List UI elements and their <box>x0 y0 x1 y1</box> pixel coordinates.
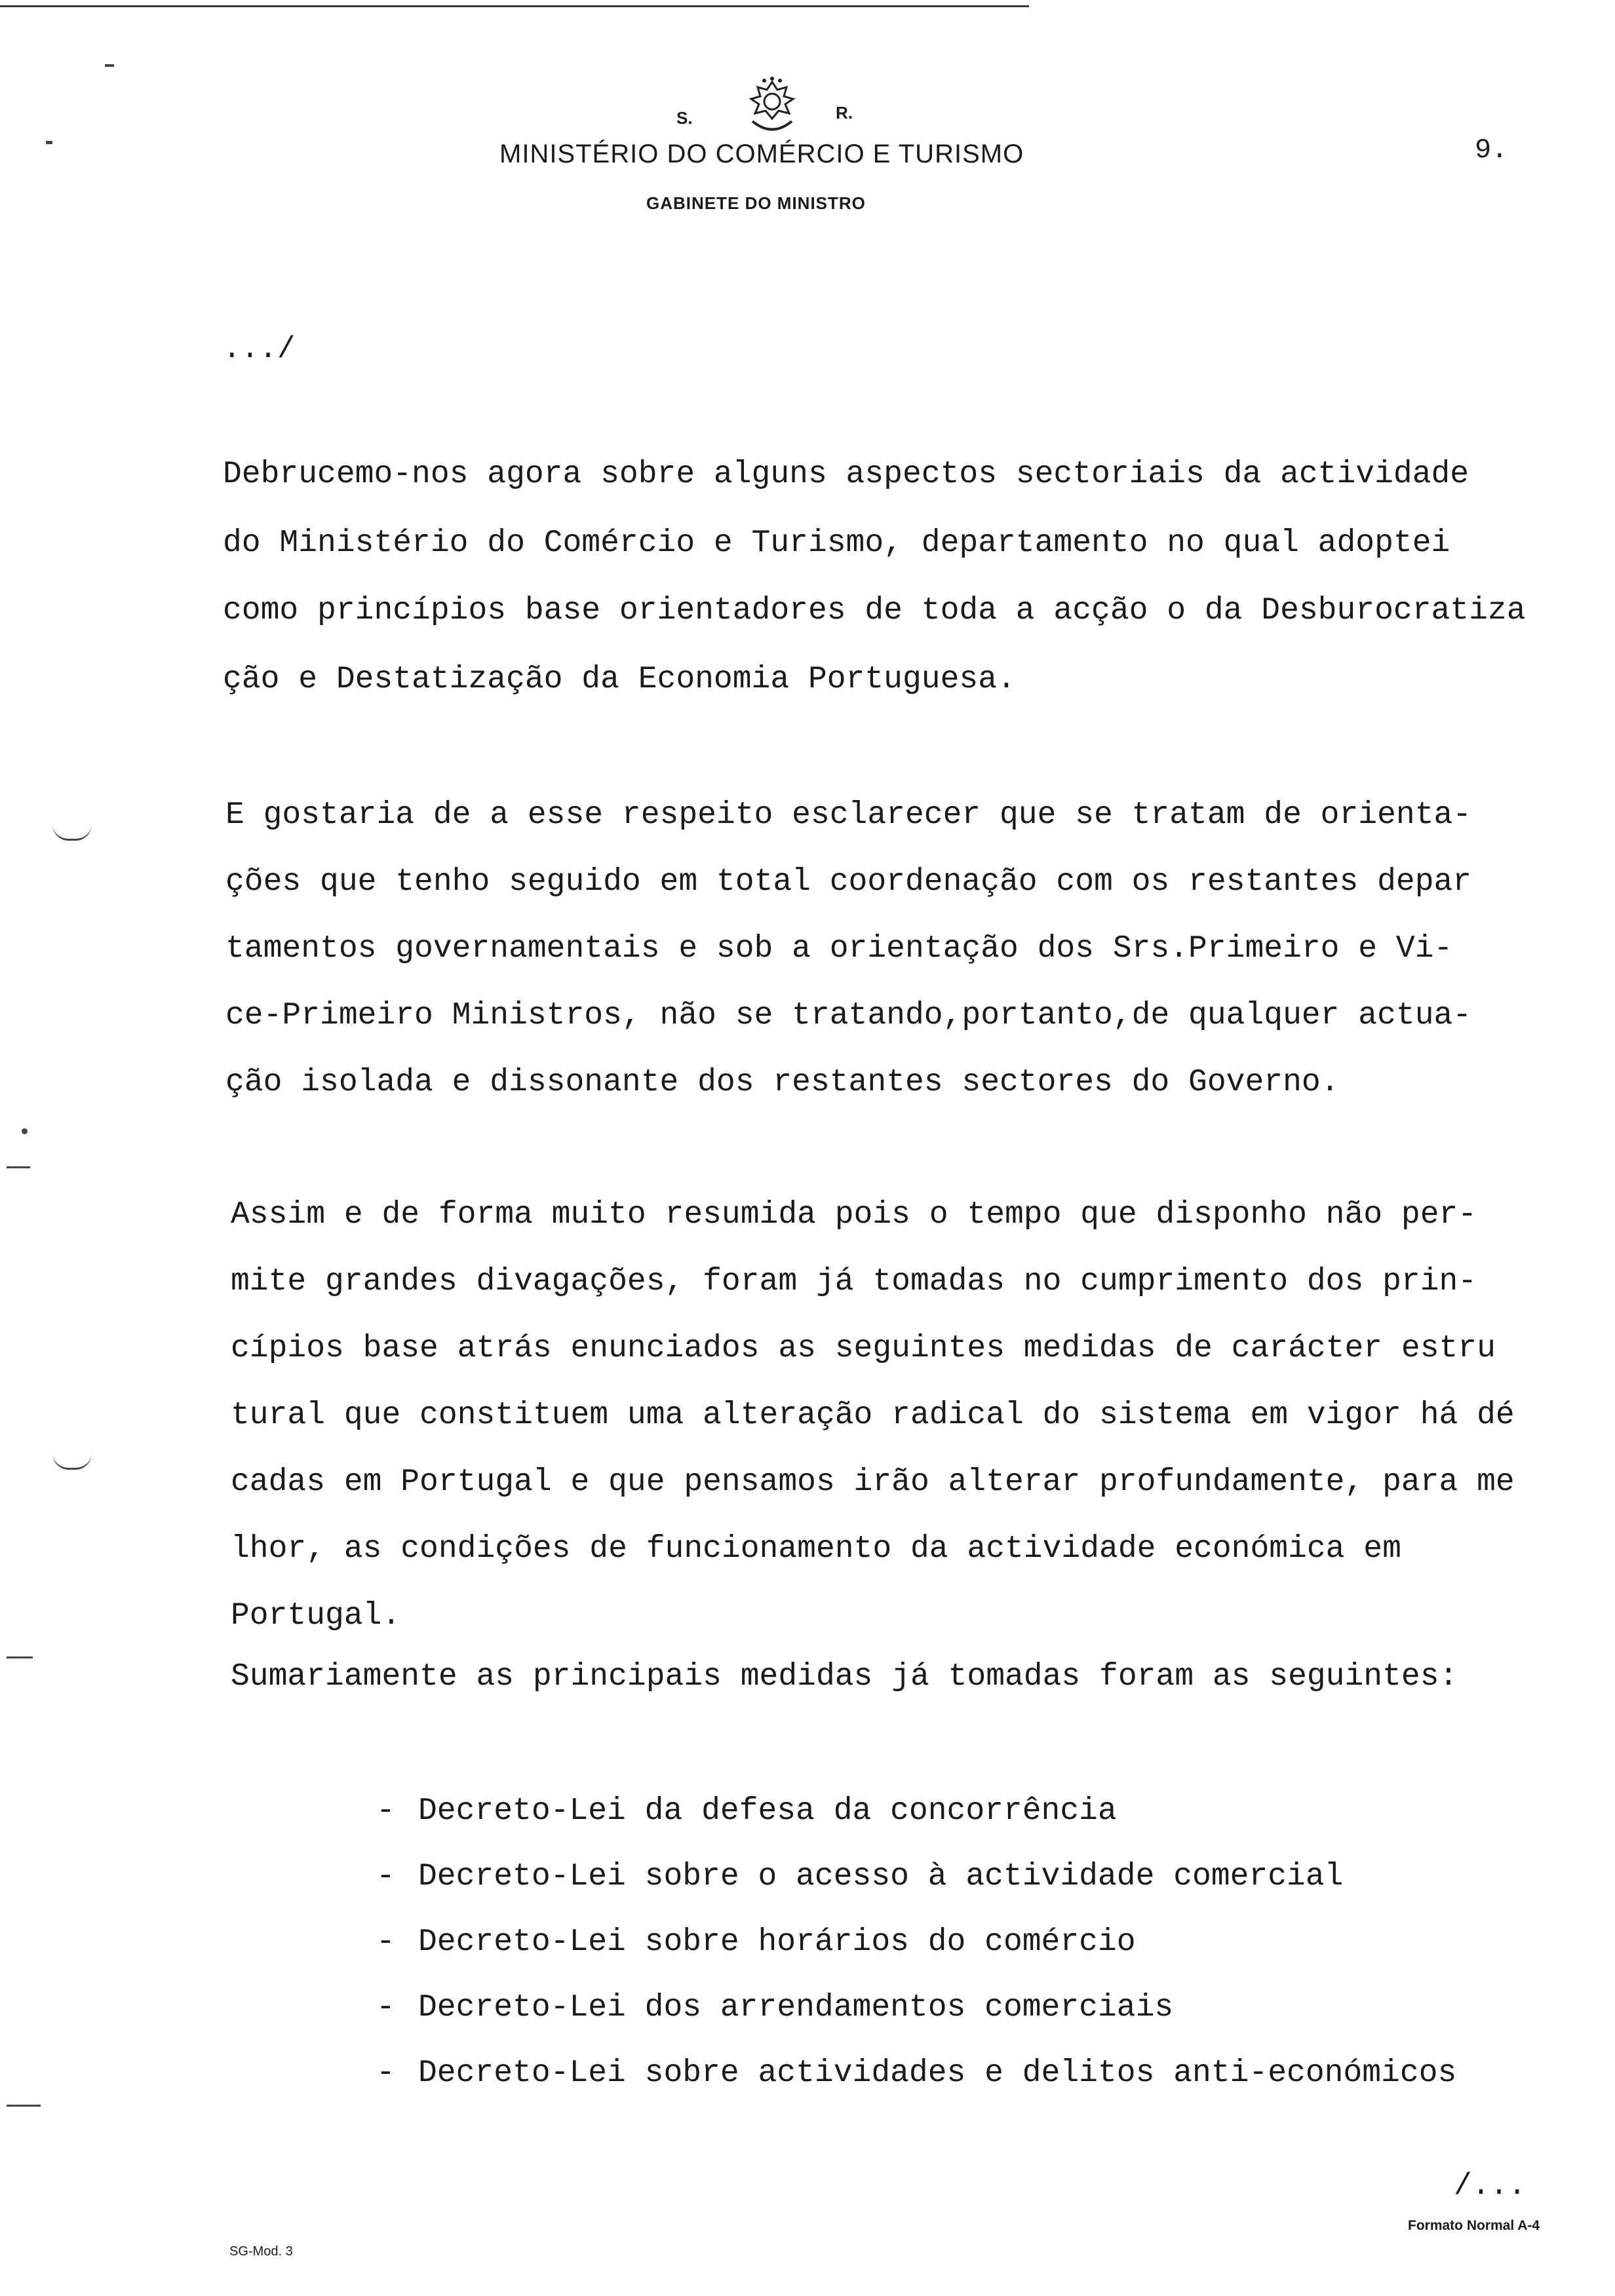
crest-left-letter: S. <box>676 108 693 128</box>
list-dash: - <box>376 1793 395 1829</box>
list-item <box>376 1795 1117 1827</box>
text-line: ções que tenho seguido em total coordenação com os restantes depar <box>225 864 1472 900</box>
text-line: mite grandes divagações, foram já tomadas no cumprimento dos prin- <box>231 1264 1477 1299</box>
margin-mark <box>22 1128 28 1134</box>
next-page-mark: /... <box>1454 2169 1527 2203</box>
margin-mark <box>52 824 92 841</box>
text-line: lhor, as condições de funcionamento da actividade económica em <box>231 1531 1401 1567</box>
text-line: Debrucemo-nos agora sobre alguns aspectos sectoriais da actividade <box>223 457 1469 492</box>
text-line: E gostaria de a esse respeito esclarecer que se tratam de orienta- <box>225 797 1472 833</box>
margin-mark <box>7 2105 41 2107</box>
crest-right-letter: R. <box>836 103 853 123</box>
crest-row <box>669 75 878 147</box>
list-item-text: Decreto-Lei dos arrendamentos comerciais <box>418 1990 1174 2025</box>
margin-mark <box>7 1656 33 1658</box>
text-line: Assim e de forma muito resumida pois o tempo que disponho não per- <box>231 1197 1477 1233</box>
text-line: ção e Destatização da Economia Portuguesa. <box>223 662 1016 697</box>
ministry-name: MINISTÉRIO DO COMÉRCIO E TURISMO <box>499 140 1024 168</box>
list-item <box>376 1861 1343 1892</box>
list-item <box>376 1926 1136 1958</box>
text-line: do Ministério do Comércio e Turismo, departamento no qual adoptei <box>223 526 1450 561</box>
page-number: 9. <box>1475 134 1508 166</box>
text-line: cadas em Portugal e que pensamos irão alterar profundamente, para me <box>231 1464 1515 1500</box>
coat-of-arms-icon <box>726 75 818 141</box>
continuation-mark: .../ <box>223 332 296 366</box>
text-line: cípios base atrás enunciados as seguintes medidas de carácter estru <box>231 1331 1496 1366</box>
text-line: Sumariamente as principais medidas já tomadas foram as seguintes: <box>231 1659 1458 1694</box>
text-line: tural que constituem uma alteração radical do sistema em vigor há dé <box>231 1398 1515 1433</box>
list-item-text: Decreto-Lei sobre o acesso à actividade comercial <box>418 1859 1344 1894</box>
list-item <box>376 2057 1456 2089</box>
list-item <box>376 1992 1173 2023</box>
photocopy-edge-line <box>0 5 1029 7</box>
margin-mark <box>52 1453 92 1470</box>
text-line: ção isolada e dissonante dos restantes sectores do Governo. <box>225 1065 1340 1100</box>
text-line: tamentos governamentais e sob a orientação dos Srs.Primeiro e Vi- <box>225 931 1453 966</box>
cabinet-name: GABINETE DO MINISTRO <box>646 193 866 213</box>
margin-mark <box>7 1166 30 1168</box>
list-dash: - <box>376 1924 395 1960</box>
list-dash: - <box>376 1990 395 2025</box>
form-code: SG-Mod. 3 <box>229 2244 293 2259</box>
list-item-text: Decreto-Lei sobre actividades e delitos anti-económicos <box>418 2056 1457 2091</box>
text-line: Portugal. <box>231 1598 401 1634</box>
paper-format: Formato Normal A-4 <box>1408 2218 1540 2233</box>
list-item-text: Decreto-Lei da defesa da concorrência <box>418 1793 1117 1829</box>
list-item-text: Decreto-Lei sobre horários do comércio <box>418 1924 1136 1960</box>
list-dash: - <box>376 2056 395 2091</box>
text-line: ce-Primeiro Ministros, não se tratando,portanto,de qualquer actua- <box>225 998 1472 1033</box>
text-line: como princípios base orientadores de toda a acção o da Desburocratiza <box>223 593 1526 628</box>
letterhead <box>0 62 1615 220</box>
list-dash: - <box>376 1859 395 1894</box>
